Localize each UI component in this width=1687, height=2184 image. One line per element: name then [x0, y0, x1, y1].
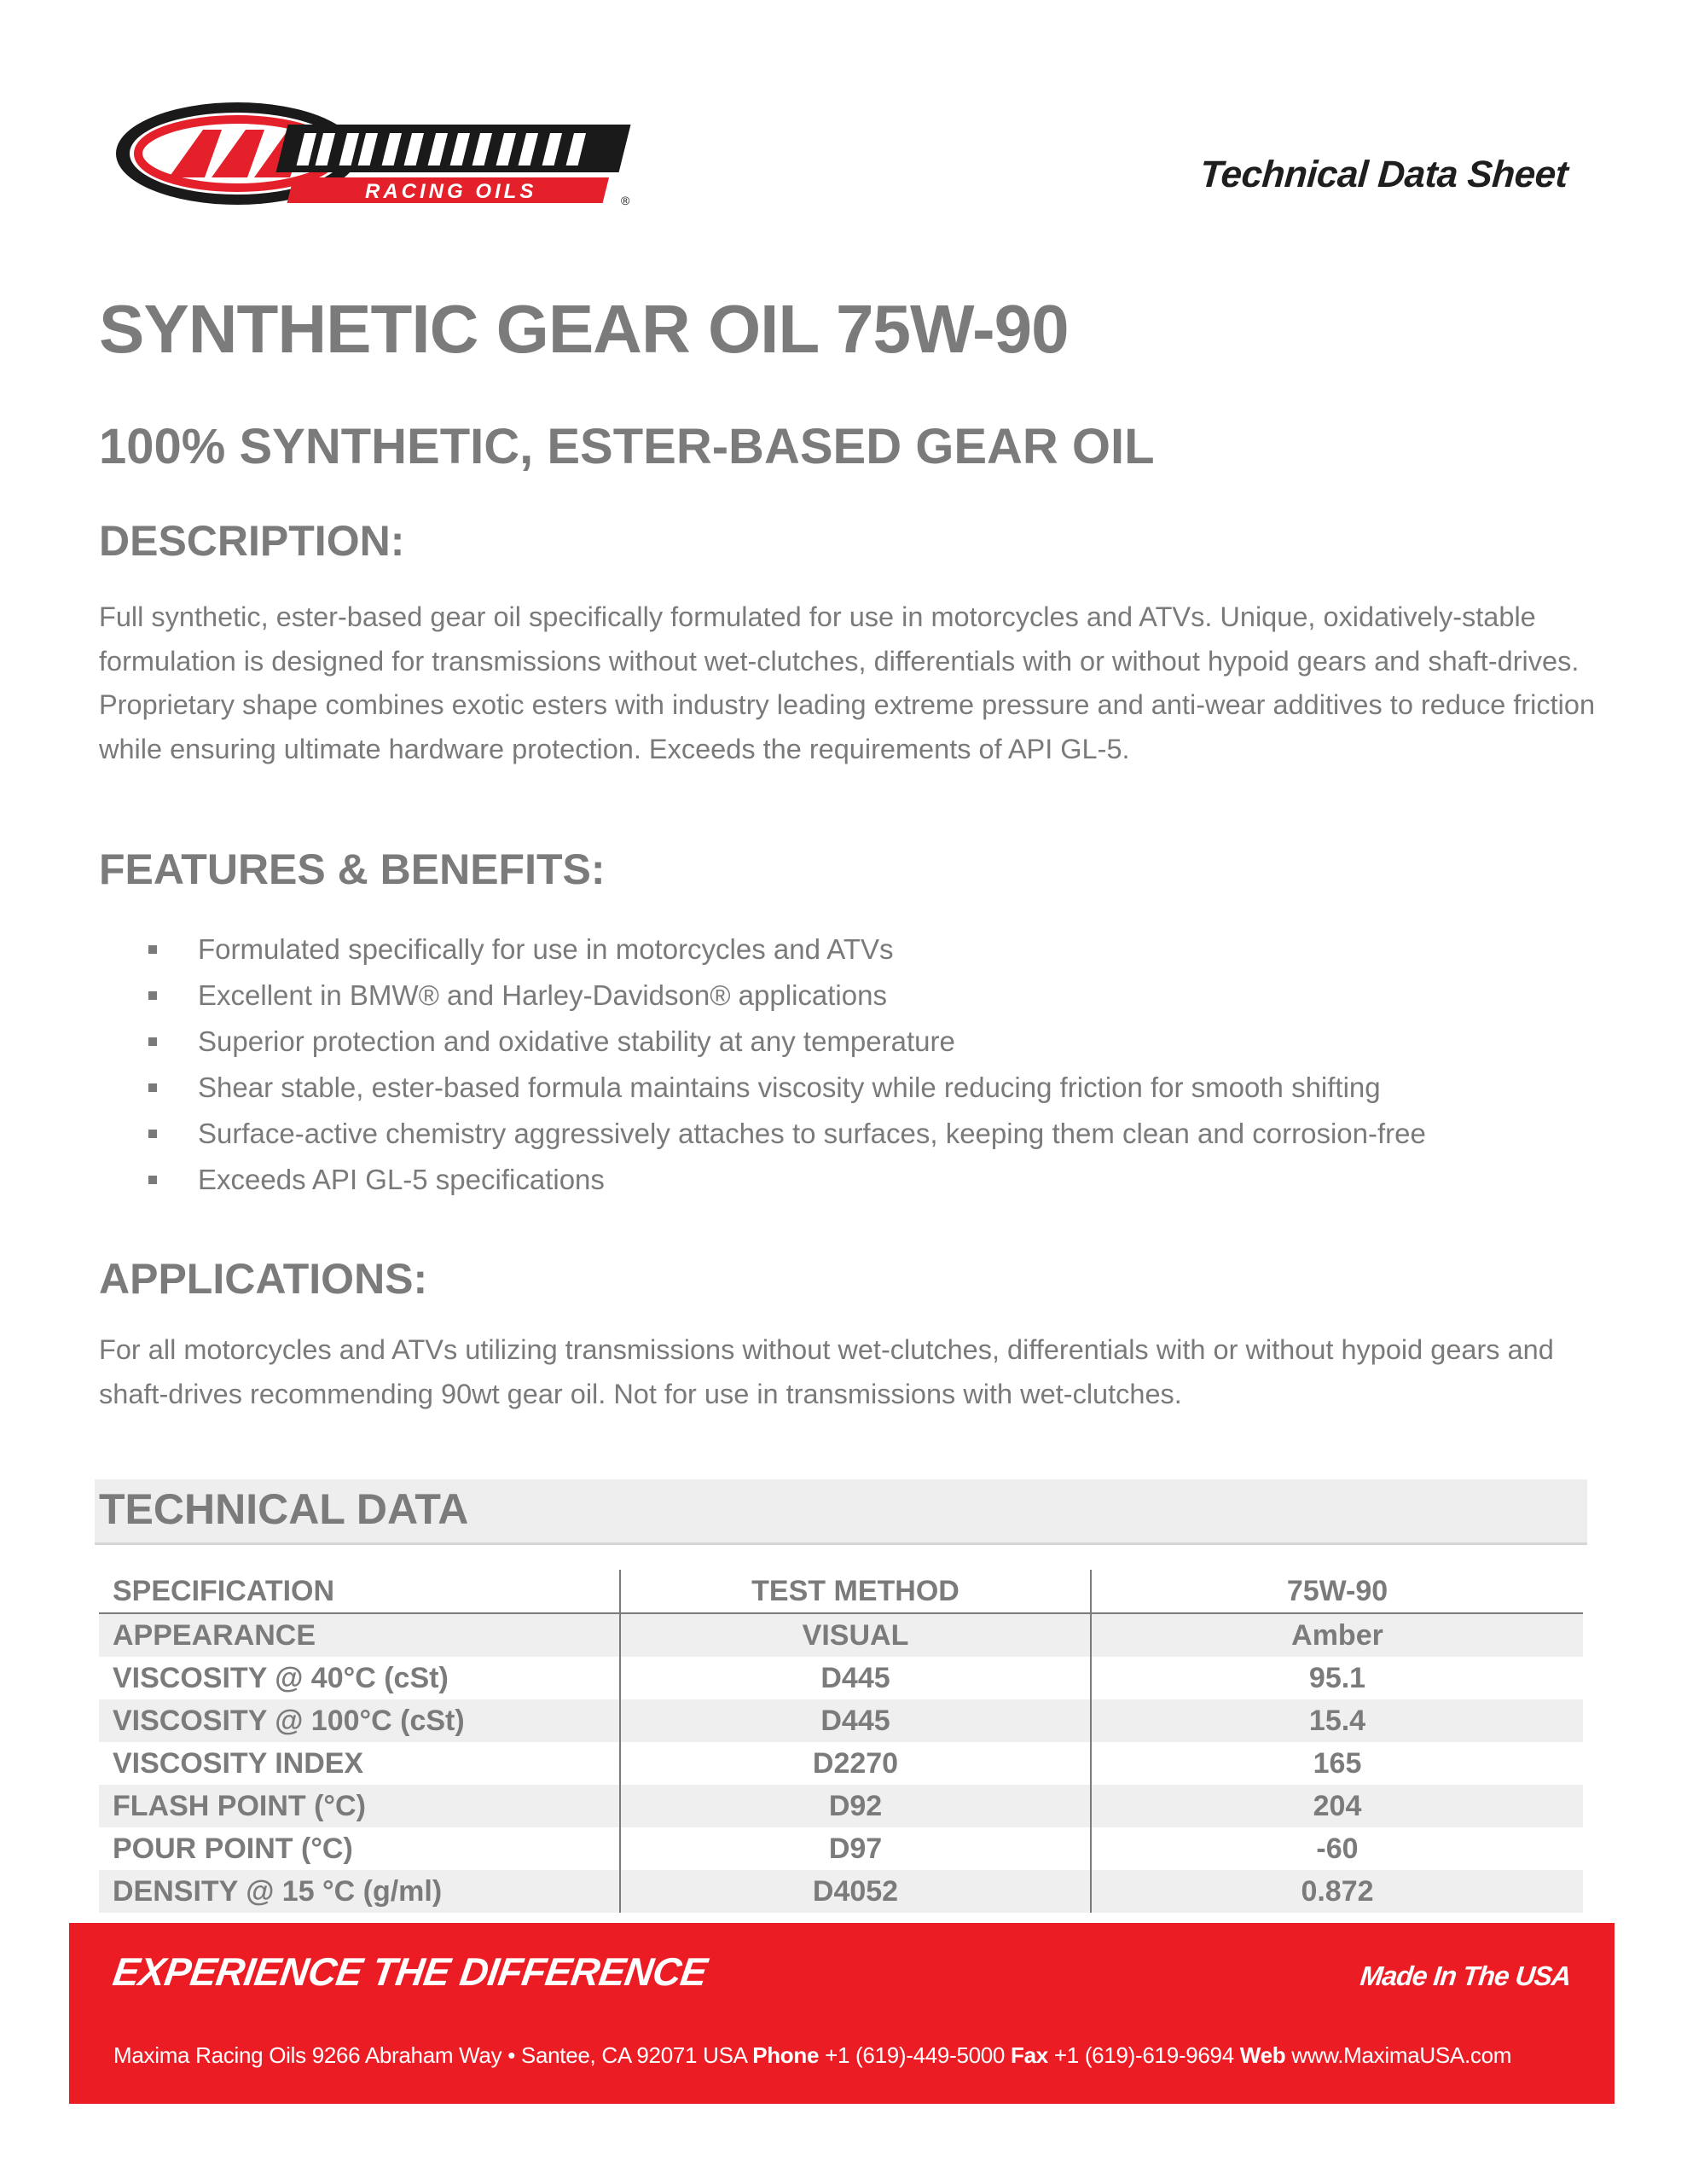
address-text: Maxima Racing Oils 9266 Abraham Way • Santee, CA 92071 USA — [113, 2042, 747, 2068]
description-text: Full synthetic, ester-based gear oil specifically formulated for use in motorcycles and ATVs. Unique, oxidatively-stable formulation is designed for transmissions without wet-clutches, differentials with or without hypoid gears and shaft-drives. Proprietary shape combines exotic esters with industry leading extreme pressure and anti-wear additives to reduce friction while ensuring ultimate hardware protection. Exceeds the requirements of API GL-5. — [99, 601, 1596, 764]
document-type-label: Technical Data Sheet — [1198, 154, 1569, 195]
bullet-icon — [148, 945, 157, 954]
made-in-usa-label: Made In The USA — [1358, 1960, 1572, 1991]
technical-data-table — [99, 1570, 1583, 1913]
table-row: VISCOSITY INDEX D2270 165 — [99, 1742, 1583, 1785]
website-link[interactable]: www.MaximaUSA.com — [1291, 2042, 1512, 2068]
features-heading: FEATURES & BENEFITS: — [99, 845, 606, 893]
bullet-icon — [148, 991, 157, 1000]
applications-text: For all motorcycles and ATVs utilizing transmissions without wet-clutches, differentials with or without hypoid gears and shaft-drives recommending 90wt gear oil. Not for use in transmissions with wet-clutches. — [99, 1334, 1554, 1409]
bullet-icon — [148, 1130, 157, 1138]
list-item: Excellent in BMW® and Harley-Davidson® applications — [148, 973, 1426, 1019]
footer-tagline: EXPERIENCE THE DIFFERENCE — [110, 1949, 710, 1994]
applications-heading: APPLICATIONS: — [99, 1255, 428, 1303]
table-row: POUR POINT (°C) D97 -60 — [99, 1827, 1583, 1870]
list-item: Formulated specifically for use in motorcycles and ATVs — [148, 926, 1426, 973]
table-row: VISCOSITY @ 100°C (cSt) D445 15.4 — [99, 1699, 1583, 1742]
fax-number: +1 (619)-619-9694 — [1053, 2042, 1234, 2068]
bullet-icon — [148, 1037, 157, 1046]
technical-data-heading: TECHNICAL DATA — [99, 1485, 469, 1533]
phone-number: +1 (619)-449-5000 — [825, 2042, 1006, 2068]
list-item: Exceeds API GL-5 specifications — [148, 1157, 1426, 1203]
phone-label: Phone — [752, 2042, 820, 2068]
table-row: VISCOSITY @ 40°C (cSt) D445 95.1 — [99, 1657, 1583, 1699]
product-subtitle: 100% SYNTHETIC, ESTER-BASED GEAR OIL — [99, 419, 1155, 474]
svg-text:®: ® — [621, 194, 630, 207]
footer-banner — [69, 1923, 1615, 2104]
table-row: DENSITY @ 15 °C (g/ml) D4052 0.872 — [99, 1870, 1583, 1913]
web-label: Web — [1239, 2042, 1286, 2068]
product-title: SYNTHETIC GEAR OIL 75W-90 — [99, 291, 1069, 367]
table-row: FLASH POINT (°C) D92 204 — [99, 1785, 1583, 1827]
maxima-racing-oils-logo — [109, 96, 646, 212]
svg-text:RACING OILS: RACING OILS — [365, 180, 537, 203]
list-item: Shear stable, ester-based formula maintains viscosity while reducing friction for smooth shifting — [148, 1065, 1426, 1111]
bullet-icon — [148, 1176, 157, 1184]
bullet-icon — [148, 1083, 157, 1092]
column-header: SPECIFICATION — [99, 1570, 620, 1613]
contact-line — [113, 2042, 1511, 2069]
column-header: 75W-90 — [1091, 1570, 1583, 1613]
column-header: TEST METHOD — [620, 1570, 1091, 1613]
list-item: Superior protection and oxidative stability at any temperature — [148, 1019, 1426, 1065]
features-list — [148, 926, 1426, 1203]
table-header-row — [99, 1570, 1583, 1613]
list-item: Surface-active chemistry aggressively attaches to surfaces, keeping them clean and corrosion-free — [148, 1111, 1426, 1157]
description-heading: DESCRIPTION: — [99, 517, 405, 565]
fax-label: Fax — [1011, 2042, 1048, 2068]
table-row: APPEARANCE VISUAL Amber — [99, 1613, 1583, 1657]
